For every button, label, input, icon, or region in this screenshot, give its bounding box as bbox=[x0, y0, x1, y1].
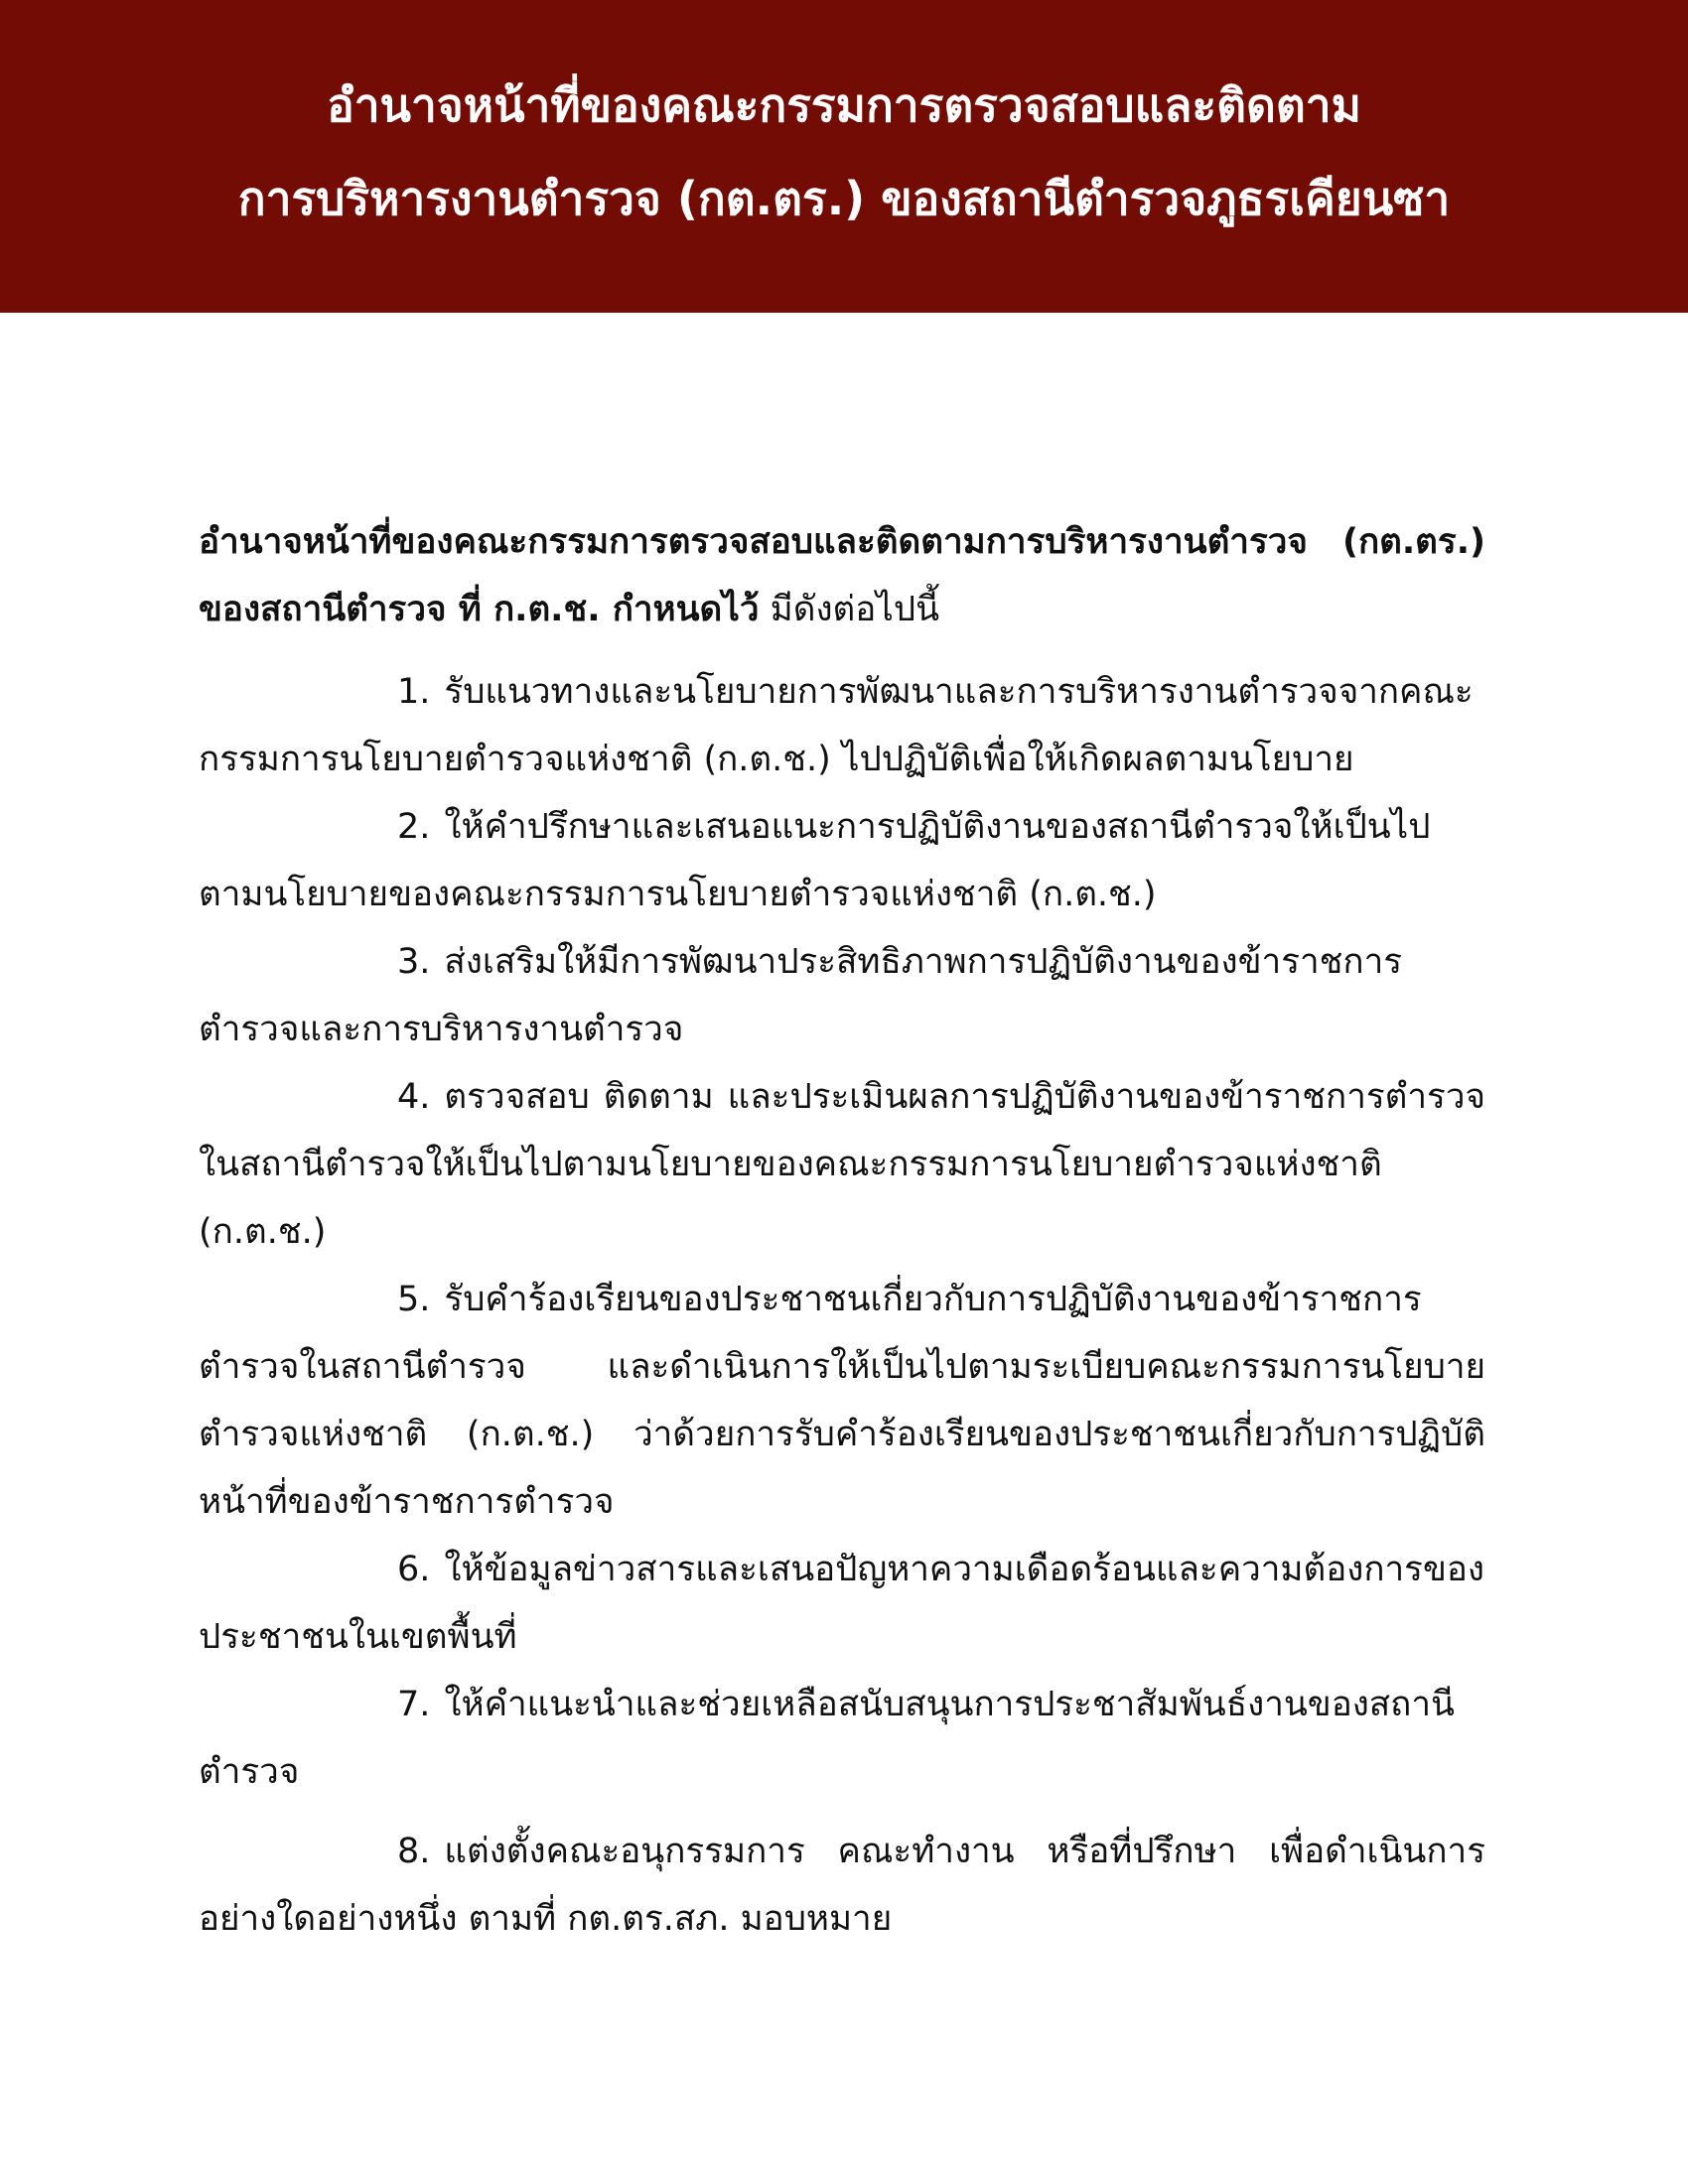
duty-item-1 bbox=[199, 658, 1485, 793]
duty-text: รับแนวทางและนโยบายการพัฒนาและการบริหารงานตำรวจจากคณะกรรมการนโยบายตำรวจแห่งชาติ (ก.ต.ช.) ไปปฏิบัติเพื่อให้เกิดผลตามนโยบาย bbox=[199, 672, 1474, 779]
page-title-line-2: การบริหารงานตำรวจ (กต.ตร.) ของสถานีตำรวจภูธรเคียนซา bbox=[237, 171, 1451, 225]
duty-number: 4. bbox=[397, 1077, 431, 1117]
duty-item-8 bbox=[199, 1818, 1485, 1953]
duty-text: ให้คำแนะนำและช่วยเหลือสนับสนุนการประชาสัมพันธ์งานของสถานีตำรวจ bbox=[199, 1685, 1455, 1792]
duty-number: 3. bbox=[397, 942, 431, 982]
title-banner bbox=[0, 0, 1688, 313]
duty-text: ส่งเสริมให้มีการพัฒนาประสิทธิภาพการปฏิบัติงานของข้าราชการตำรวจและการบริหารงานตำรวจ bbox=[199, 942, 1403, 1049]
duty-item-6 bbox=[199, 1536, 1485, 1671]
duty-text: ให้คำปรึกษาและเสนอแนะการปฏิบัติงานของสถานีตำรวจให้เป็นไปตามนโยบายของคณะกรรมการนโยบายตำรวจแห่งชาติ (ก.ต.ช.) bbox=[199, 807, 1431, 914]
duty-item-4 bbox=[199, 1063, 1485, 1266]
duty-text: ตรวจสอบ ติดตาม และประเมินผลการปฏิบัติงานของข้าราชการตำรวจในสถานีตำรวจให้เป็นไปตามนโยบายของคณะกรรมการนโยบายตำรวจแห่งชาติ (ก.ต.ช.) bbox=[199, 1077, 1485, 1252]
duty-text: แต่งตั้งคณะอนุกรรมการ คณะทำงาน หรือที่ปรึกษา เพื่อดำเนินการอย่างใดอย่างหนึ่ง ตามที่ กต.ตร.สภ. มอบหมาย bbox=[199, 1832, 1485, 1939]
page-title-line-1: อำนาจหน้าที่ของคณะกรรมการตรวจสอบและติดตาม bbox=[327, 77, 1361, 132]
document-body bbox=[199, 508, 1485, 1953]
duty-item-3 bbox=[199, 928, 1485, 1063]
duty-number: 8. bbox=[397, 1832, 431, 1871]
duty-text: ให้ข้อมูลข่าวสารและเสนอปัญหาความเดือดร้อนและความต้องการของประชาชนในเขตพื้นที่ bbox=[199, 1550, 1485, 1657]
intro-normal-text: มีดังต่อไปนี้ bbox=[759, 590, 940, 629]
duty-number: 7. bbox=[397, 1685, 431, 1724]
intro-paragraph bbox=[199, 508, 1485, 643]
duty-number: 6. bbox=[397, 1550, 431, 1589]
duty-text: รับคำร้องเรียนของประชาชนเกี่ยวกับการปฏิบัติงานของข้าราชการตำรวจในสถานีตำรวจ และดำเนินการให้เป็นไปตามระเบียบคณะกรรมการนโยบายตำรวจแห่งชาติ (ก.ต.ช.) ว่าด้วยการรับคำร้องเรียนของประชาชนเกี่ยวกับการปฏิบัติหน้าที่ของข้าราชการตำรวจ bbox=[199, 1280, 1485, 1522]
duty-item-5 bbox=[199, 1266, 1485, 1536]
duty-item-2 bbox=[199, 793, 1485, 928]
duty-item-7 bbox=[199, 1671, 1485, 1806]
duty-number: 1. bbox=[397, 672, 431, 712]
duty-number: 5. bbox=[397, 1280, 431, 1319]
duty-number: 2. bbox=[397, 807, 431, 847]
intro-bold-text: อำนาจหน้าที่ของคณะกรรมการตรวจสอบและติดตามการบริหารงานตำรวจ (กต.ตร.) ของสถานีตำรวจ ที่ ก.ต.ช. กำหนดไว้ bbox=[199, 522, 1485, 629]
